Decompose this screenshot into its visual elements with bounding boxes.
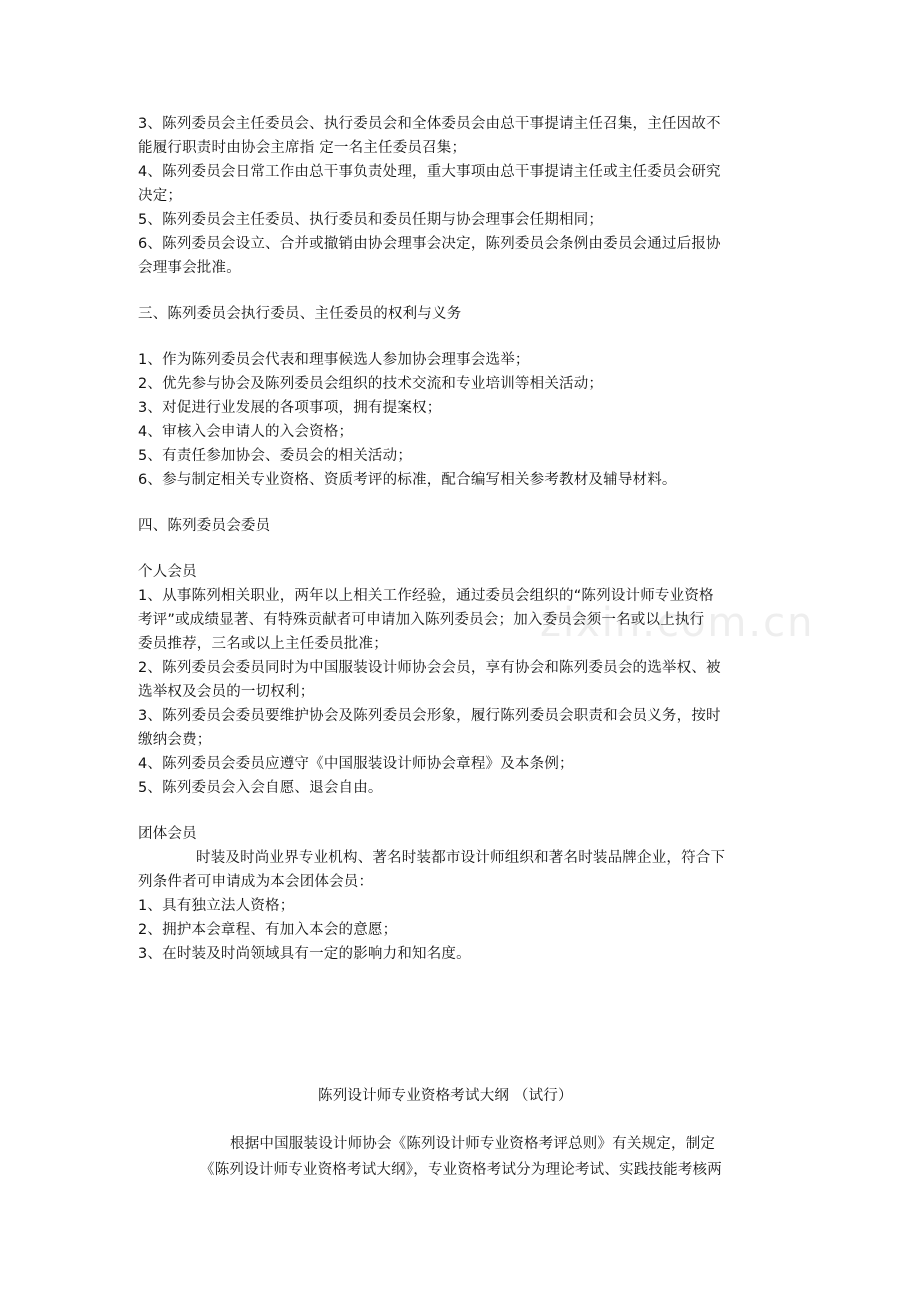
paragraph-line: 考评”或成绩显著、有特殊贡献者可申请加入陈列委员会；加入委员会须一名或以上执行 [138,612,705,628]
paragraph-line: 委员推荐，三名或以上主任委员批准； [138,636,388,652]
paragraph-line: 4、陈列委员会委员应遵守《中国服装设计师协会章程》及本条例； [138,756,574,772]
paragraph-line: 3、陈列委员会主任委员会、执行委员会和全体委员会由总干事提请主任召集，主任因故不 [138,116,721,132]
paragraph-line: 4、陈列委员会日常工作由总干事负责处理，重大事项由总干事提请主任或主任委员会研究 [138,164,721,180]
paragraph-line: 能履行职责时由协会主席指 定一名主任委员召集； [138,140,467,156]
paragraph-line: 1、从事陈列相关职业，两年以上相关工作经验，通过委员会组织的“陈列设计师专业资格 [138,588,714,604]
paragraph-line: 6、陈列委员会设立、合并或撤销由协会理事会决定，陈列委员会条例由委员会通过后报协 [138,236,721,252]
paragraph-line: 5、陈列委员会主任委员、执行委员和委员任期与协会理事会任期相同； [138,212,604,228]
list-item: 2、拥护本会章程、有加入本会的意愿； [138,922,398,938]
list-item: 1、作为陈列委员会代表和理事候选人参加协会理事会选举； [138,352,530,368]
paragraph-line: 缴纳会费； [138,732,212,748]
section-heading: 四、陈列委员会委员 [138,518,271,534]
paragraph-line: 根据中国服装设计师协会《陈列设计师专业资格考评总则》有关规定，制定 [230,1136,716,1152]
paragraph-line: 3、陈列委员会委员要维护协会及陈列委员会形象，履行陈列委员会职责和会员义务，按时 [138,708,721,724]
list-item: 3、在时装及时尚领域具有一定的影响力和知名度。 [138,946,471,962]
paragraph-line: 《陈列设计师专业资格考试大纲》，专业资格考试分为理论考试、实践技能考核两 [200,1162,722,1178]
list-item: 3、对促进行业发展的各项事项，拥有提案权； [138,400,442,416]
subsection-title: 个人会员 [138,564,197,580]
paragraph-line: 选举权及会员的一切权利； [138,684,315,700]
paragraph-line: 5、陈列委员会入会自愿、退会自由。 [138,780,383,796]
list-item: 5、有责任参加协会、委员会的相关活动； [138,448,413,464]
list-item: 4、审核入会申请人的入会资格； [138,424,354,440]
list-item: 6、参与制定相关专业资格、资质考评的标准，配合编写相关参考教材及辅导材料。 [138,472,677,488]
paragraph-line: 列条件者可申请成为本会团体会员： [138,874,374,890]
list-item: 1、具有独立法人资格； [138,898,295,914]
list-item: 2、优先参与协会及陈列委员会组织的技术交流和专业培训等相关活动； [138,376,604,392]
paragraph-line: 决定； [138,188,183,204]
paragraph-line: 会理事会批准。 [138,260,241,276]
paragraph-line: 时装及时尚业界专业机构、著名时装都市设计师组织和著名时装品牌企业，符合下 [196,850,726,866]
subsection-title: 团体会员 [138,826,197,842]
section-heading: 三、陈列委员会执行委员、主任委员的权利与义务 [138,306,462,322]
paragraph-line: 2、陈列委员会委员同时为中国服装设计师协会会员，享有协会和陈列委员会的选举权、被 [138,660,721,676]
document-title: 陈列设计师专业资格考试大纲 （试行） [318,1088,573,1104]
watermark: zixin.com.cn [540,600,815,646]
